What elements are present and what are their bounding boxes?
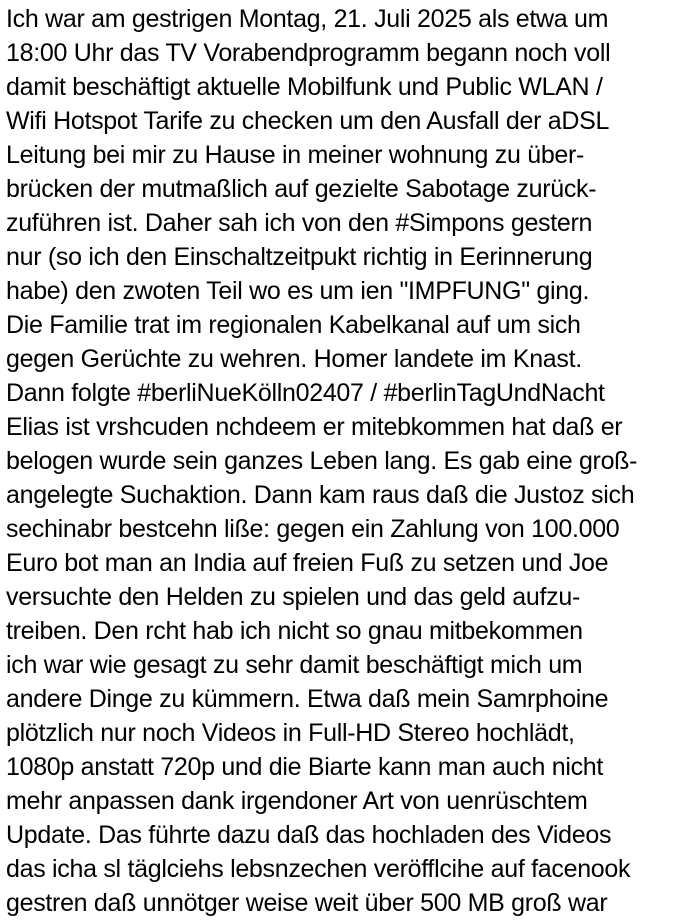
text-line: Elias ist vrshcuden nchdeem er mitebkommen hat daß er	[6, 413, 623, 441]
text-line: sechinabr bestcehn liße: gegen ein Zahlung von 100.000	[6, 515, 620, 543]
text-line: Dann folgte #berliNueKölln02407 / #berlinTagUndNacht	[6, 379, 605, 407]
text-line: brücken der mutmaßlich auf gezielte Sabotage zurück-	[6, 175, 597, 203]
text-line: damit beschäftigt aktuelle Mobilfunk und Public WLAN /	[6, 73, 603, 101]
text-line: das icha sl täglciehs lebsnzechen veröfflcihe auf facenook	[6, 855, 631, 883]
text-line: belogen wurde sein ganzes Leben lang. Es gab eine groß-	[6, 447, 638, 475]
text-line: 1080p anstatt 720p und die Biarte kann man auch nicht	[6, 753, 604, 781]
text-line: ich war wie gesagt zu sehr damit beschäftigt mich um	[6, 651, 583, 679]
text-line: gegen Gerüchte zu wehren. Homer landete im Knast.	[6, 345, 582, 373]
text-line: nur (so ich den Einschaltzeitpukt richtig in Eerinnerung	[6, 243, 593, 271]
text-line: andere Dinge zu kümmern. Etwa daß mein Samrphoine	[6, 685, 609, 713]
text-line: Euro bot man an India auf freien Fuß zu setzen und Joe	[6, 549, 609, 577]
text-line: versuchte den Helden zu spielen und das geld aufzu-	[6, 583, 580, 611]
text-line: Wifi Hotspot Tarife zu checken um den Ausfall der aDSL	[6, 107, 610, 135]
text-line: Die Familie trat im regionalen Kabelkanal auf um sich	[6, 311, 581, 339]
text-line: gestren daß unnötger weise weit über 500 MB groß war	[6, 889, 608, 917]
text-line: 18:00 Uhr das TV Vorabendprogramm begann noch voll	[6, 39, 611, 67]
text-line: Leitung bei mir zu Hause in meiner wohnung zu über-	[6, 141, 585, 169]
text-line: treiben. Den rcht hab ich nicht so gnau mitbekommen	[6, 617, 583, 645]
text-line: Update. Das führte dazu daß das hochladen des Videos	[6, 821, 612, 849]
text-line: mehr anpassen dank irgendoner Art von uenrüschtem	[6, 787, 588, 815]
text-line: Ich war am gestrigen Montag, 21. Juli 2025 als etwa um	[6, 5, 609, 33]
text-line: angelegte Suchaktion. Dann kam raus daß die Justoz sich	[6, 481, 635, 509]
text-line: zuführen ist. Daher sah ich von den #Simpons gestern	[6, 209, 593, 237]
text-line: plötzlich nur noch Videos in Full-HD Stereo hochlädt,	[6, 719, 575, 747]
text-line: habe) den zwoten Teil wo es um ien "IMPFUNG" ging.	[6, 277, 590, 305]
